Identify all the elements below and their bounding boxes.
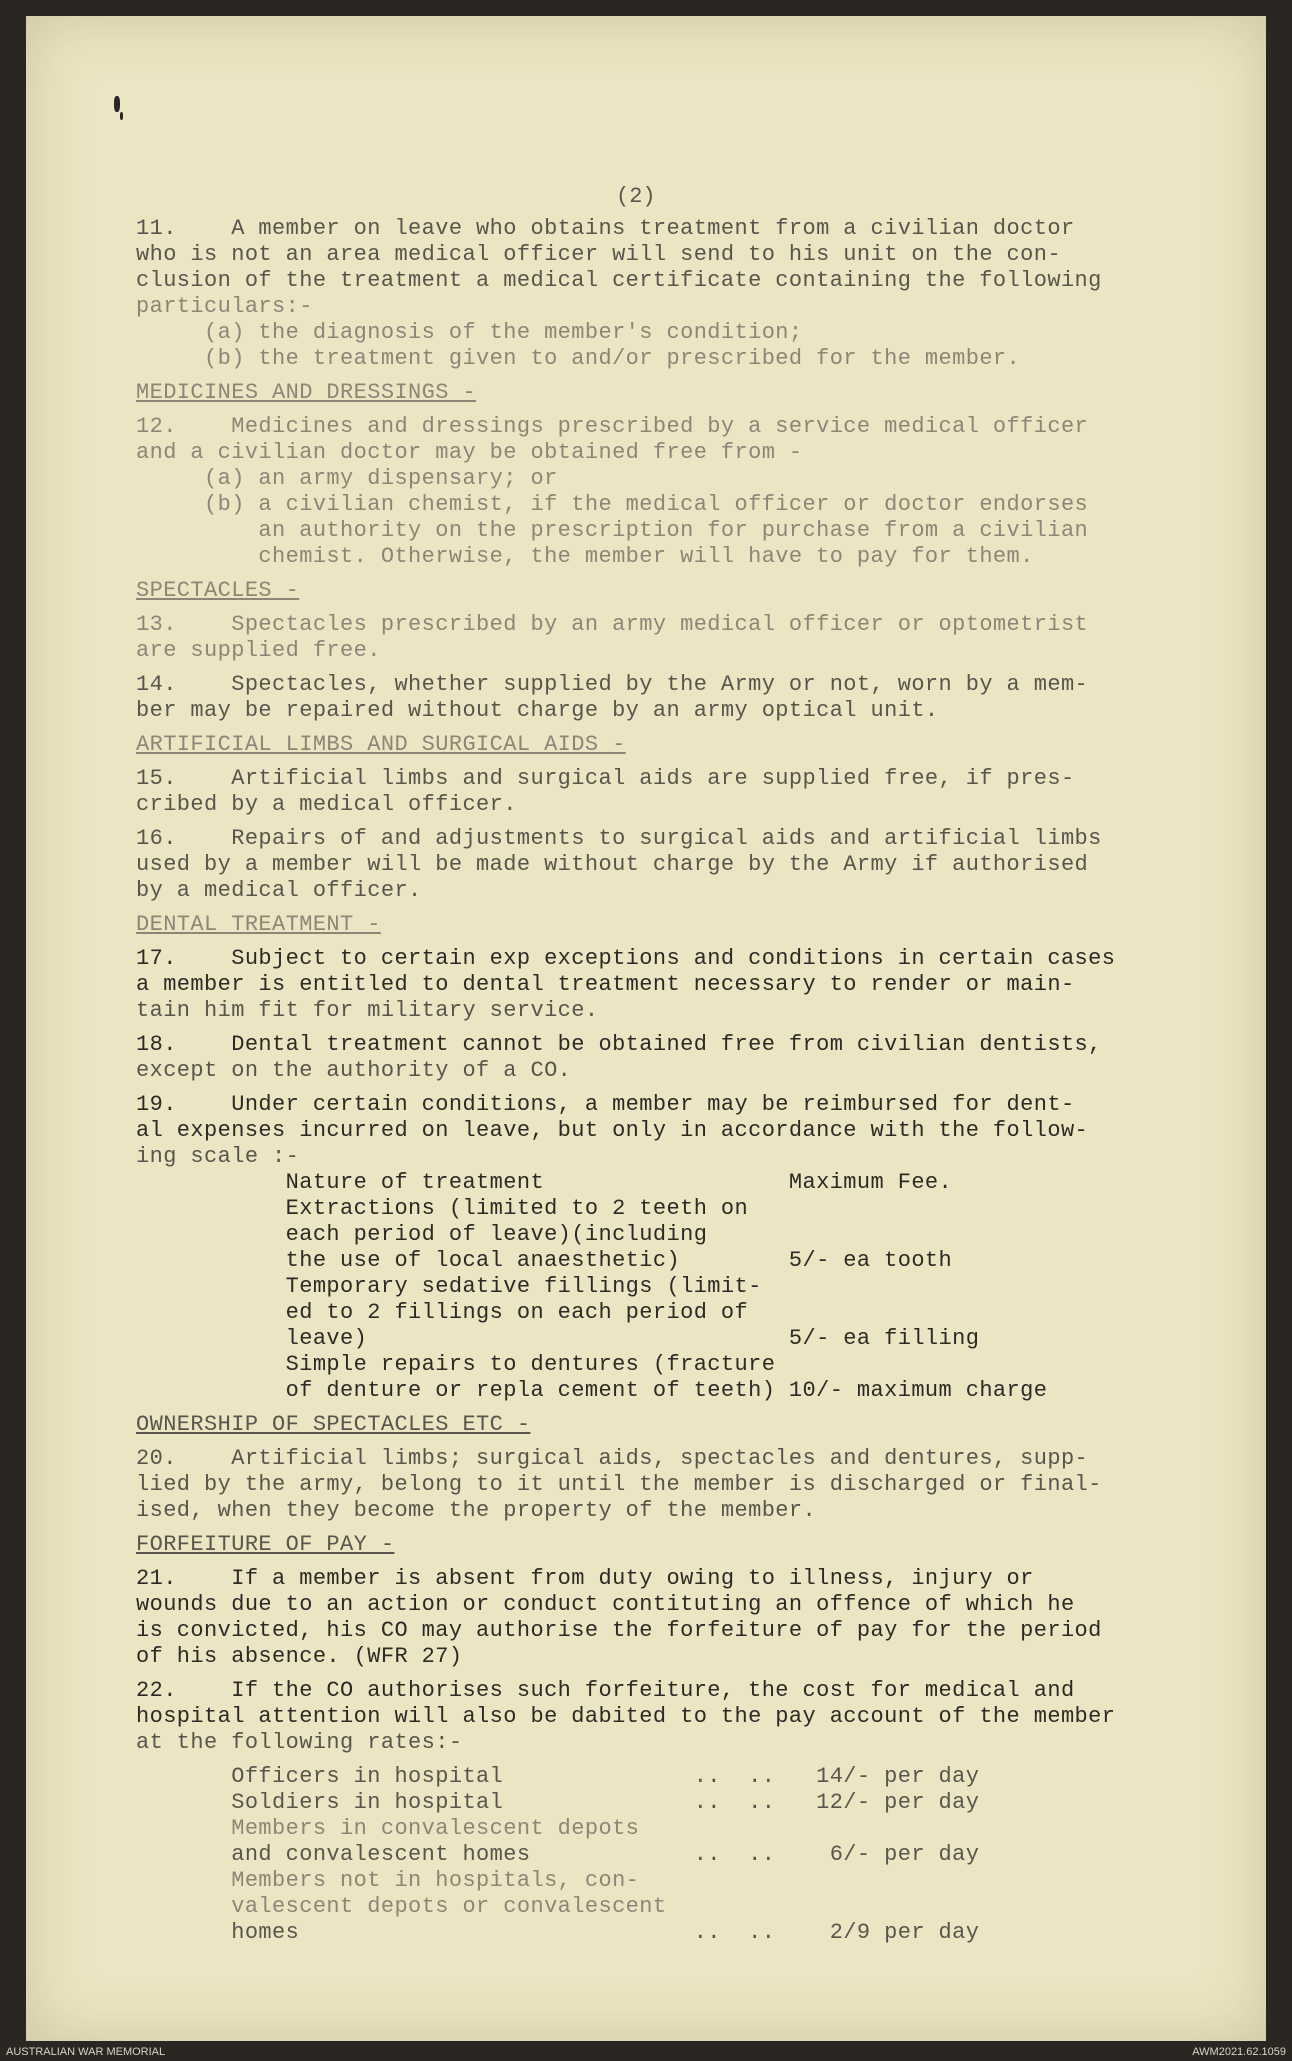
footer-source: AUSTRALIAN WAR MEMORIAL <box>6 2046 166 2058</box>
text-line: Soldiers in hospital .. .. 12/- per day <box>136 1790 980 1815</box>
text-line: of denture or repla cement of teeth) 10/- maximum charge <box>136 1378 1048 1403</box>
text-line: (b) a civilian chemist, if the medical officer or doctor endorses <box>136 492 1089 517</box>
text-line: 13. Spectacles prescribed by an army medical officer or optometrist <box>136 612 1089 637</box>
text-line: and convalescent homes .. .. 6/- per day <box>136 1842 980 1867</box>
text-line: 17. Subject to certain exp exceptions and conditions in certain cases <box>136 946 1116 971</box>
text-line: Officers in hospital .. .. 14/- per day <box>136 1764 980 1789</box>
text-line: 14. Spectacles, whether supplied by the Army or not, worn by a mem- <box>136 672 1089 697</box>
text-line: except on the authority of a CO. <box>136 1058 572 1083</box>
text-line: SPECTACLES - <box>136 578 300 603</box>
text-line: 16. Repairs of and adjustments to surgical aids and artificial limbs <box>136 826 1102 851</box>
text-line: (b) the treatment given to and/or prescribed for the member. <box>136 346 1021 371</box>
text-line: an authority on the prescription for purchase from a civilian <box>136 518 1089 543</box>
text-line: wounds due to an action or conduct contituting an offence of which he <box>136 1592 1075 1617</box>
text-line: of his absence. (WFR 27) <box>136 1644 463 1669</box>
text-line: tain him fit for military service. <box>136 998 599 1023</box>
text-line: who is not an area medical officer will send to his unit on the con- <box>136 242 1061 267</box>
text-line: 15. Artificial limbs and surgical aids are supplied free, if pres- <box>136 766 1075 791</box>
document-page <box>26 16 1266 2041</box>
text-line: clusion of the treatment a medical certificate containing the following <box>136 268 1102 293</box>
text-line: hospital attention will also be dabited to the pay account of the member <box>136 1704 1116 1729</box>
text-line: lied by the army, belong to it until the member is discharged or final- <box>136 1472 1102 1497</box>
text-line: FORFEITURE OF PAY - <box>136 1532 395 1557</box>
text-line: a member is entitled to dental treatment necessary to render or main- <box>136 972 1075 997</box>
text-line: by a medical officer. <box>136 878 422 903</box>
ink-spot <box>120 112 123 120</box>
text-line: valescent depots or convalescent <box>136 1894 667 1919</box>
text-line: leave) 5/- ea filling <box>136 1326 980 1351</box>
footer-accession-number: AWM2021.62.1059 <box>1192 2046 1286 2058</box>
text-line: (a) an army dispensary; or <box>136 466 558 491</box>
document-body <box>136 216 1236 1946</box>
text-line: (a) the diagnosis of the member's condition; <box>136 320 803 345</box>
text-line: ber may be repaired without charge by an army optical unit. <box>136 698 939 723</box>
text-line: cribed by a medical officer. <box>136 792 517 817</box>
text-line: 18. Dental treatment cannot be obtained free from civilian dentists, <box>136 1032 1102 1057</box>
text-line: each period of leave)(including <box>136 1222 708 1247</box>
text-line: used by a member will be made without charge by the Army if authorised <box>136 852 1089 877</box>
ink-spot <box>114 96 120 112</box>
text-line: 19. Under certain conditions, a member may be reimbursed for dent- <box>136 1092 1075 1117</box>
text-line: DENTAL TREATMENT - <box>136 912 381 937</box>
text-line: Simple repairs to dentures (fracture <box>136 1352 776 1377</box>
text-line: 11. A member on leave who obtains treatment from a civilian doctor <box>136 216 1075 241</box>
text-line: 20. Artificial limbs; surgical aids, spectacles and dentures, supp- <box>136 1446 1089 1471</box>
text-line: particulars:- <box>136 294 313 319</box>
archive-footer <box>0 2043 1292 2061</box>
text-line: and a civilian doctor may be obtained free from - <box>136 440 803 465</box>
text-line: Nature of treatment Maximum Fee. <box>136 1170 953 1195</box>
text-line: 21. If a member is absent from duty owing to illness, injury or <box>136 1566 1034 1591</box>
text-line: Members in convalescent depots <box>136 1816 640 1841</box>
text-line: are supplied free. <box>136 638 381 663</box>
text-line: ed to 2 fillings on each period of <box>136 1300 749 1325</box>
text-line: ing scale :- <box>136 1144 300 1169</box>
text-line: the use of local anaesthetic) 5/- ea tooth <box>136 1248 953 1273</box>
page-number: (2) <box>616 184 656 209</box>
text-line: chemist. Otherwise, the member will have to pay for them. <box>136 544 1034 569</box>
text-line: MEDICINES AND DRESSINGS - <box>136 380 477 405</box>
text-line: Temporary sedative fillings (limit- <box>136 1274 762 1299</box>
text-line: 22. If the CO authorises such forfeiture, the cost for medical and <box>136 1678 1075 1703</box>
text-line: at the following rates:- <box>136 1730 463 1755</box>
text-line: Extractions (limited to 2 teeth on <box>136 1196 749 1221</box>
text-line: ARTIFICIAL LIMBS AND SURGICAL AIDS - <box>136 732 626 757</box>
text-line: is convicted, his CO may authorise the forfeiture of pay for the period <box>136 1618 1102 1643</box>
text-line: ised, when they become the property of the member. <box>136 1498 817 1523</box>
text-line: Members not in hospitals, con- <box>136 1868 640 1893</box>
torn-edge <box>666 2016 726 2041</box>
text-line: al expenses incurred on leave, but only in accordance with the follow- <box>136 1118 1089 1143</box>
text-line: homes .. .. 2/9 per day <box>136 1920 980 1945</box>
text-line: 12. Medicines and dressings prescribed by a service medical officer <box>136 414 1089 439</box>
text-line: OWNERSHIP OF SPECTACLES ETC - <box>136 1412 531 1437</box>
